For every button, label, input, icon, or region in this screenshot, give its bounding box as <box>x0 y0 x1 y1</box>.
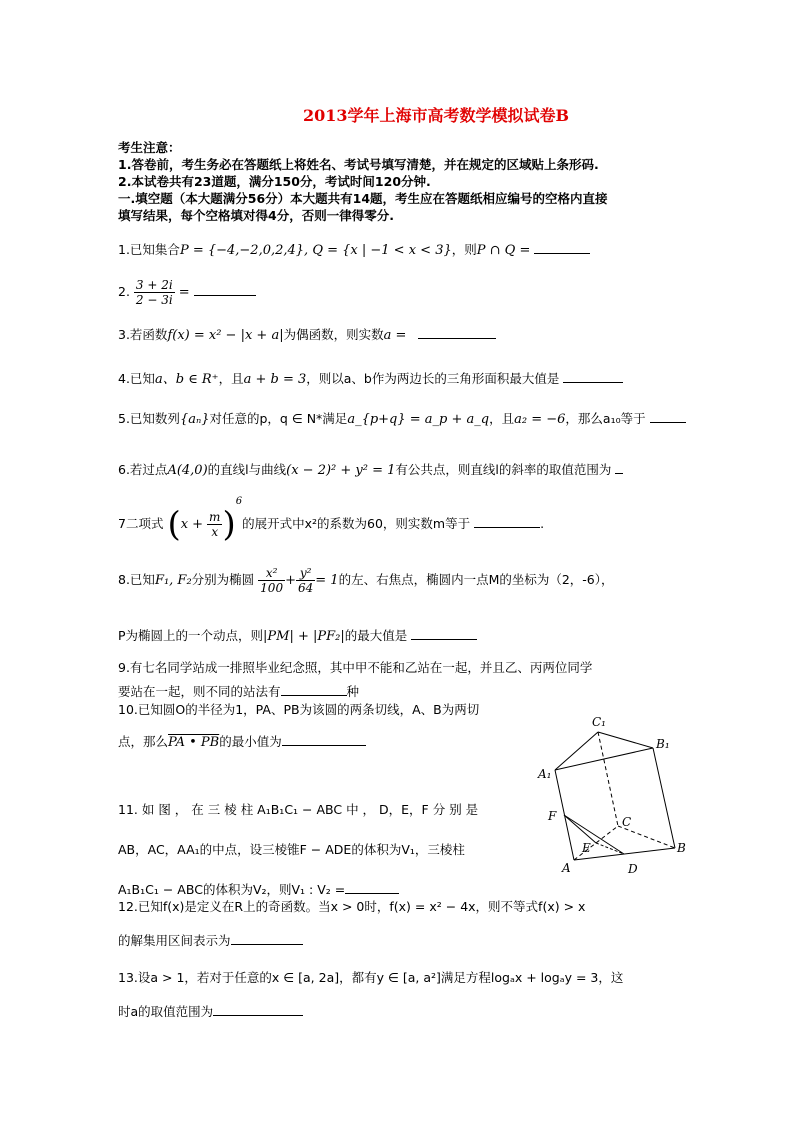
edge-b1-b <box>653 748 675 848</box>
answer-blank[interactable] <box>650 410 686 423</box>
edge-c1-b1 <box>598 732 653 748</box>
question-8-line-2: P为椭圆上的一个动点，则|PM| + |PF₂|的最大值是 <box>118 626 477 644</box>
question-11: 11. 如 图 ， 在 三 棱 柱 A₁B₁C₁ − ABC 中 ， D，E，F 分 别 是 AB，AC，AA₁的中点，设三棱锥F − ADE的体积为V₁，三棱柱 A₁B₁C₁ − ABC的体积为V₂，则V₁ : V₂ = <box>118 802 479 897</box>
label-b1: B₁ <box>656 737 670 751</box>
answer-blank[interactable] <box>281 683 347 696</box>
question-4: 4.已知a、b ∈ R⁺，且a + b = 3，则以a、b作为两边长的三角形面积最大值是 <box>118 368 623 387</box>
q7-fraction: $\frac{m}{x}$ <box>209 510 221 539</box>
label-e: E <box>582 841 591 855</box>
question-7: 7二项式 (x + $\frac{m}{x}$ )$^6$的展开式中x²的系数为60，则实数m等于 . <box>118 496 545 545</box>
label-c: C <box>622 815 632 829</box>
question-5: 5.已知数列{aₙ}对任意的p，q ∈ N*满足a_{p+q} = a_p + a_q，且a₂ = −6，那么a₁₀等于 <box>118 409 686 427</box>
answer-blank[interactable] <box>411 627 477 640</box>
label-a1: A₁ <box>538 767 552 781</box>
answer-blank[interactable] <box>345 881 399 894</box>
edge-a1-c1 <box>555 732 598 770</box>
question-2: 2. $\frac{3 + 2i}{2 - 3i}$ = <box>118 278 256 307</box>
edge-c-b <box>618 826 675 848</box>
answer-blank[interactable] <box>213 1003 303 1016</box>
notes-line-3: 一.填空题（本大题满分56分）本大题共有14题，考生应在答题纸相应编号的空格内直接 <box>118 191 608 206</box>
label-f: F <box>548 809 557 823</box>
label-a: A <box>562 861 571 875</box>
q8-fraction-y: $\frac{\text{y²}}{64}$ <box>297 566 314 595</box>
prism-figure <box>530 708 700 878</box>
page-title: 2013学年上海市高考数学模拟试卷B <box>303 106 570 125</box>
notes-heading: 考生注意： <box>118 140 181 155</box>
question-6: 6.若过点A(4,0)的直线l与曲线(x − 2)² + y² = 1有公共点，则直线l的斜率的取值范围为 <box>118 460 623 478</box>
answer-blank[interactable] <box>418 326 496 339</box>
label-c1: C₁ <box>592 715 606 729</box>
question-9: 9.有七名同学站成一排照毕业纪念照，其中甲不能和乙站在一起，并且乙、丙两位同学 要站在一起，则不同的站法有 种 <box>118 660 593 699</box>
answer-blank[interactable] <box>282 733 366 746</box>
answer-blank[interactable] <box>474 515 540 528</box>
question-10: 10.已知圆O的半径为1，PA、PB为该圆的两条切线，A、B为两切 点，那么PA • PB的最小值为 <box>118 702 480 750</box>
right-paren: ) <box>222 504 236 545</box>
answer-blank[interactable] <box>194 283 256 296</box>
question-12: 12.已知f(x)是定义在R上的奇函数。当x > 0时，f(x) = x² − 4x，则不等式f(x) > x 的解集用区间表示为 <box>118 899 586 948</box>
answer-blank[interactable] <box>534 241 590 254</box>
q1-sets: P = {−4,−2,0,2,4}, Q = {x | −1 < x < 3} <box>179 243 452 258</box>
question-13: 13.设a > 1，若对于任意的x ∈ [a, 2a]，都有y ∈ [a, a²]满足方程logₐx + logₐy = 3，这 时a的取值范围为 <box>118 970 624 1019</box>
notes-line-4: 填写结果，每个空格填对得4分，否则一律得零分. <box>118 208 394 223</box>
q8-fraction-x: $\frac{\text{x²}}{100}$ <box>260 566 284 595</box>
answer-blank[interactable] <box>231 932 303 945</box>
edge-c1-c <box>598 732 618 826</box>
edge-f-d <box>564 815 624 854</box>
left-paren: ( <box>167 504 181 545</box>
edge-f-e <box>564 815 596 843</box>
notes-line-1: 1.答卷前，考生务必在答题纸上将姓名、考试号填写清楚，并在规定的区域贴上条形码. <box>118 157 599 172</box>
exam-notes <box>118 139 608 224</box>
question-1: 1.已知集合P = {−4,−2,0,2,4}, Q = {x | −1 < x < 3}，则P ∩ Q = <box>118 240 590 258</box>
answer-blank[interactable] <box>563 370 623 383</box>
question-3: 3.若函数f(x) = x² − |x + a|为偶函数，则实数a = <box>118 325 496 343</box>
answer-blank[interactable] <box>615 461 623 474</box>
question-8: 8.已知F₁, F₂分别为椭圆 $\frac{\text{x²}}{100}$ + $\frac{\text{y²}}{64}$ = 1的左、右焦点，椭圆内一点M的坐标为（2，-6）， <box>118 566 614 595</box>
edge-a1-b1 <box>555 748 653 770</box>
label-b: B <box>677 841 686 855</box>
q2-fraction: $\frac{3 + 2i}{2 - 3i}$ <box>135 278 173 307</box>
notes-line-2: 2.本试卷共有23道题，满分150分，考试时间120分钟. <box>118 174 431 189</box>
label-d: D <box>628 862 638 876</box>
